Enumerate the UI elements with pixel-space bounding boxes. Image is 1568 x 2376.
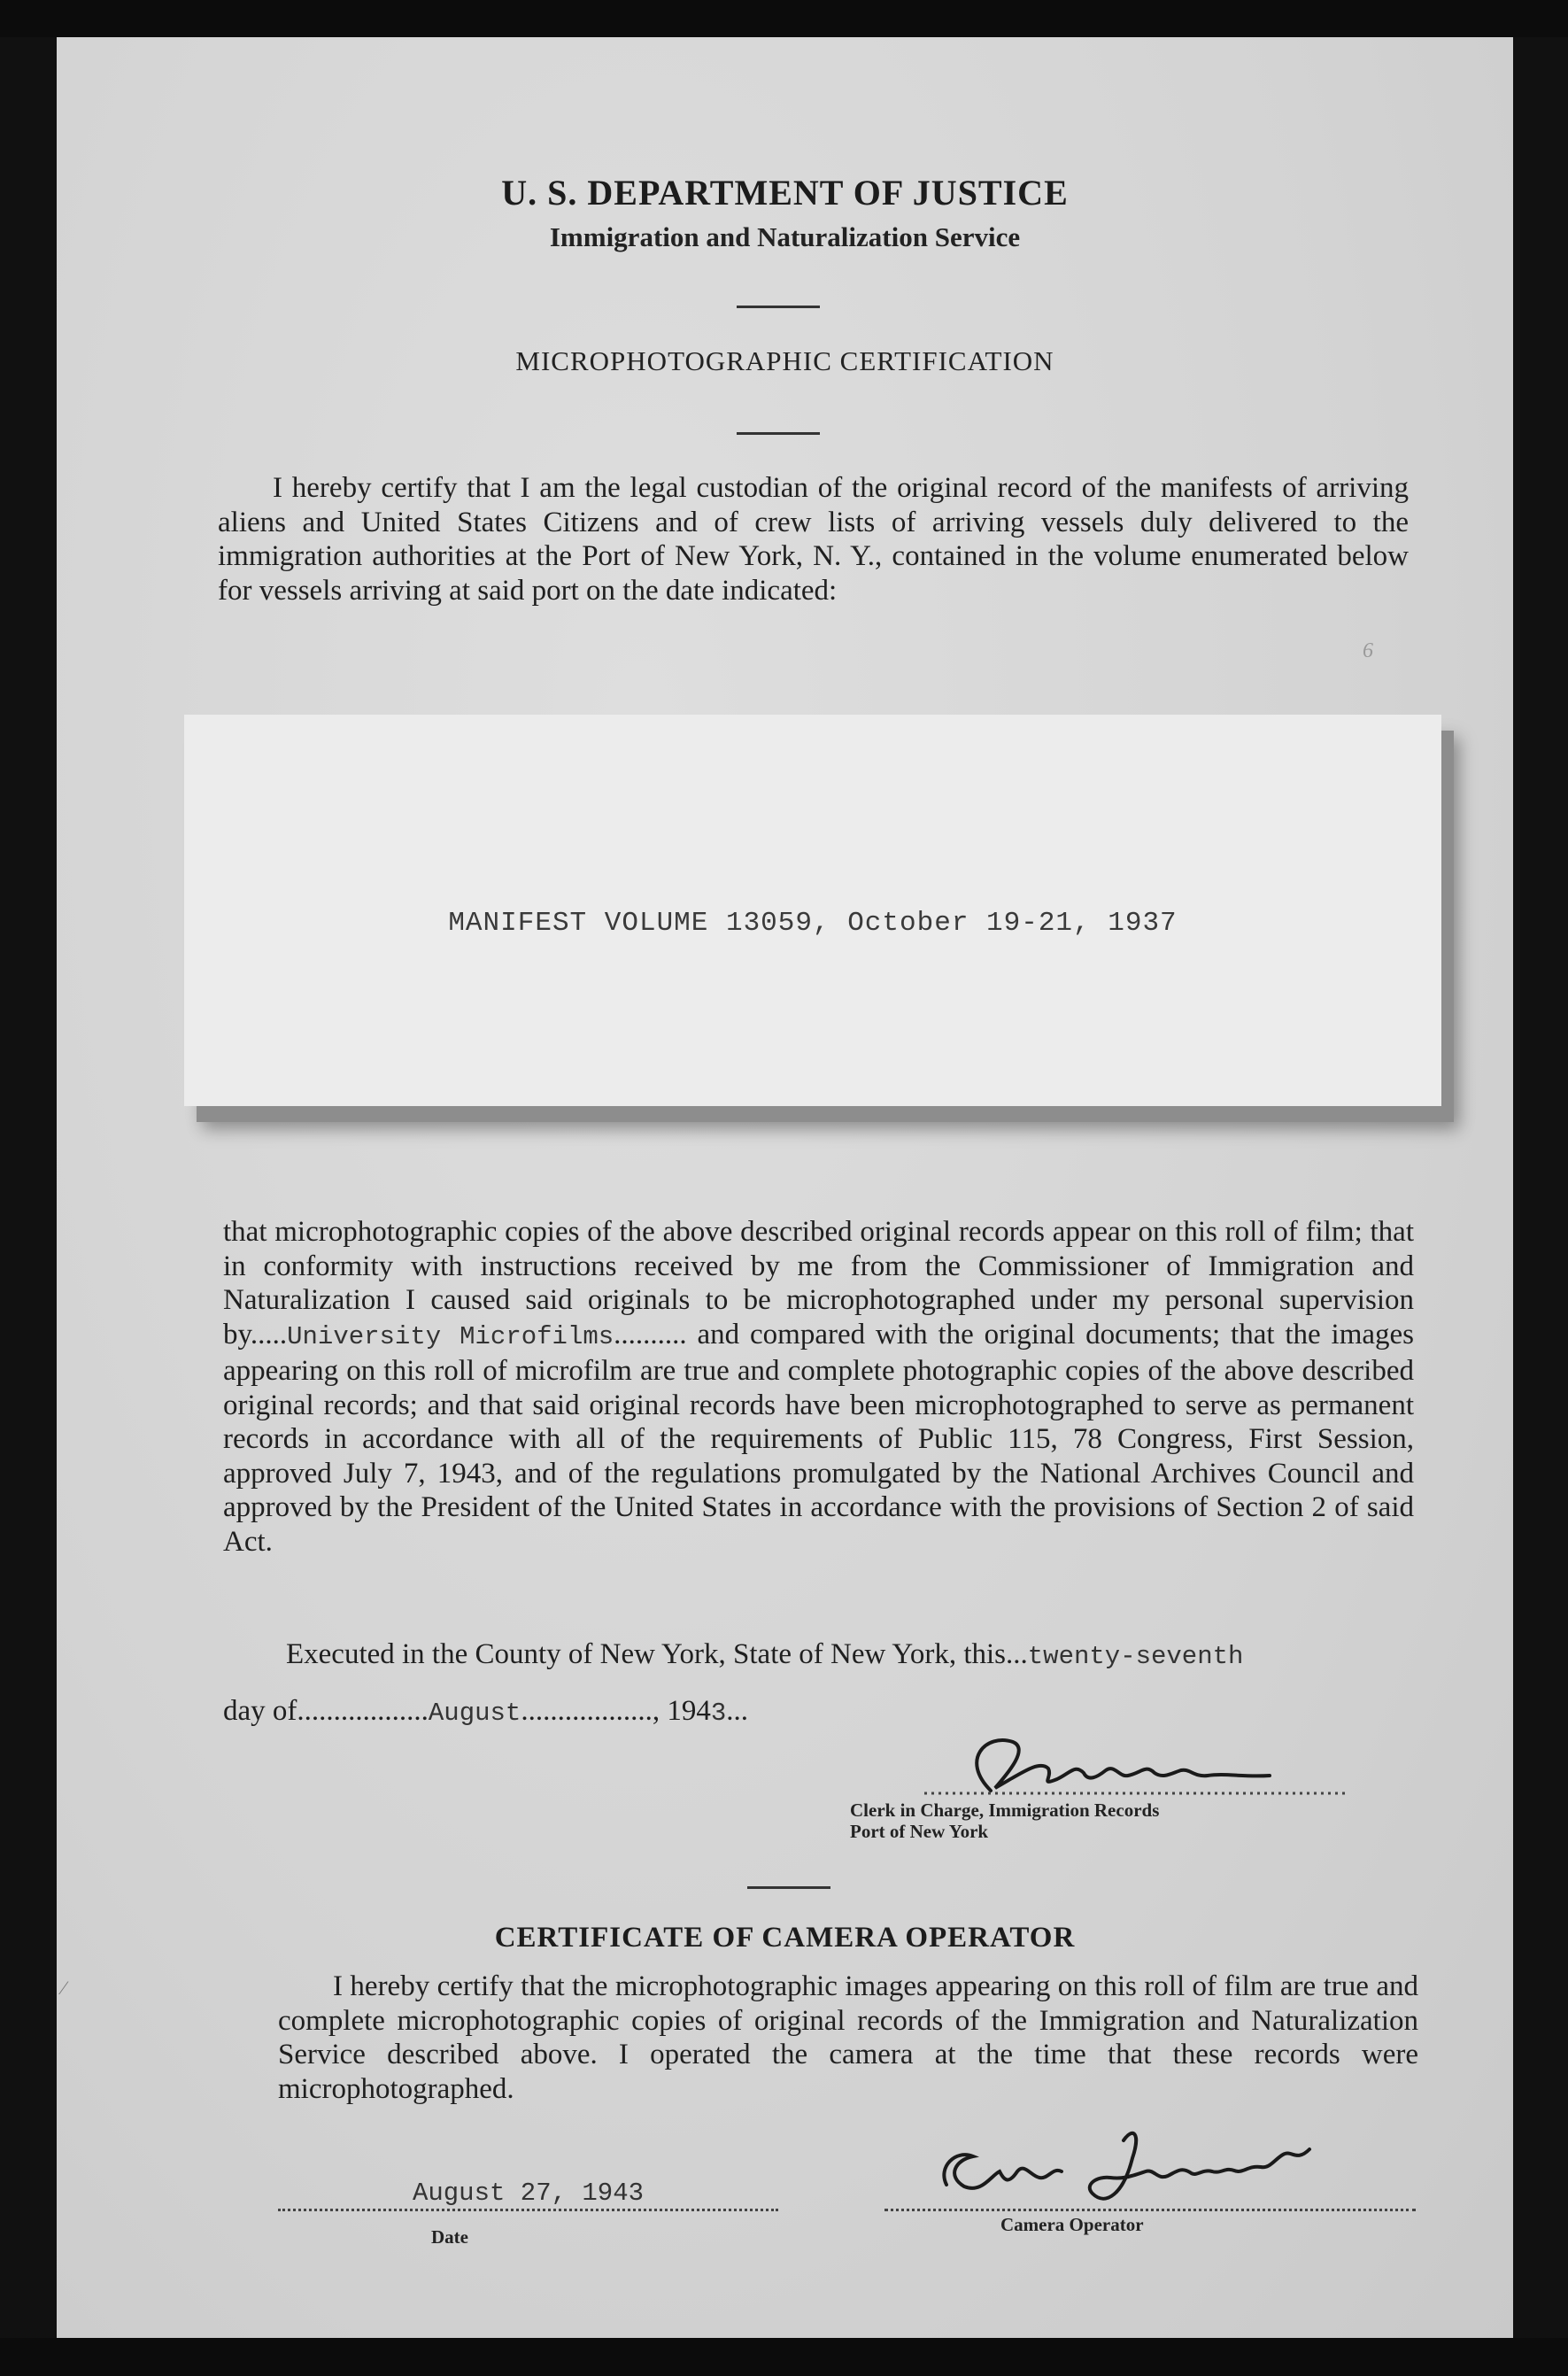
dotted-leader: .................. — [297, 1695, 429, 1727]
camera-certificate-title: CERTIFICATE OF CAMERA OPERATOR — [494, 1922, 1076, 1954]
intro-text: I hereby certify that I am the legal custodian of the original record of the manifests of arriving aliens and United States Citizens and of crew lists of arriving vessels duly delivered to the immigration authorities at the Port of New York, N. Y., contained in the volume enumerated below for vessels arriving at said port on the date indicated: — [218, 472, 1409, 607]
body-part-2: and compared with the original documents; that the images appearing on this roll of microfilm are true and complete photographic copies of the above described original records; and that said original records have been microphotographed to serve as permanent records in accordance with all of the requirements of Public 115, 78 Congress, First Session, approved July 7, 1943, and of the regulations promulgated by the National Archives Council and approved by the President of the United States in accordance with the provisions of Section 2 of said Act. — [223, 1318, 1415, 1558]
form-title: MICROPHOTOGRAPHIC CERTIFICATION — [515, 345, 1054, 376]
camera-certificate-text: I hereby certify that the microphotographic images appearing on this roll of film are true and complete microphotographic copies of original records of the Immigration and Naturalization Service described above. I operated the camera at the time that these records were microphotographed. — [278, 1970, 1418, 2105]
intro-paragraph — [218, 471, 1409, 608]
film-border-bottom — [0, 2338, 1568, 2376]
date-label: Date — [431, 2226, 468, 2248]
edge-mark: ⁄ — [62, 1977, 66, 1999]
day-of-label: day of — [223, 1695, 297, 1727]
certification-body — [223, 1215, 1414, 1559]
executed-line — [286, 1638, 1243, 1671]
day-ordinal: twenty-seventh — [1027, 1642, 1244, 1671]
operator-signature — [920, 2123, 1327, 2216]
executed-prefix: Executed in the County of New York, State of New York, this — [286, 1638, 1007, 1670]
clerk-title: Clerk in Charge, Immigration Records — [850, 1799, 1160, 1821]
dotted-leader: .................. — [521, 1695, 653, 1727]
certification-document — [57, 37, 1513, 2338]
dotted-leader: .......... — [614, 1318, 687, 1351]
section-divider — [747, 1886, 830, 1889]
day-of-line — [223, 1695, 748, 1728]
clerk-location: Port of New York — [850, 1821, 989, 1842]
date-field — [278, 2179, 778, 2217]
date-value: August 27, 1943 — [412, 2179, 645, 2208]
operator-signature-line — [884, 2209, 1416, 2211]
clerk-signature — [907, 1724, 1367, 1804]
heading-divider-1 — [737, 306, 820, 308]
year-prefix: , 194 — [652, 1695, 711, 1727]
camera-certificate-paragraph — [278, 1970, 1418, 2106]
manifest-volume-slip — [184, 715, 1441, 1106]
dotted-leader: ..... — [250, 1318, 288, 1351]
date-underline — [278, 2209, 778, 2211]
clerk-caption — [850, 1799, 1159, 1842]
dotted-leader: ... — [726, 1695, 748, 1727]
month-value: August — [428, 1699, 521, 1728]
manifest-volume-text: MANIFEST VOLUME 13059, October 19-21, 1937 — [448, 908, 1178, 939]
year-digit: 3 — [710, 1699, 727, 1728]
operator-label: Camera Operator — [1000, 2214, 1144, 2235]
service-heading: Immigration and Naturalization Service — [549, 221, 1021, 252]
dotted-leader: ... — [1006, 1638, 1028, 1670]
body-part-1: that microphotographic copies of the above described original records appear on this roll of film; that in conformity with instructions received by me from the Commissioner of Immigration and Naturalization I caused said originals to be microphotographed under my personal supervision by — [223, 1216, 1414, 1351]
film-border-top — [0, 0, 1568, 37]
heading-divider-2 — [737, 432, 820, 435]
department-heading: U. S. DEPARTMENT OF JUSTICE — [501, 173, 1069, 213]
margin-mark: 6 — [1363, 639, 1373, 662]
photographer-name: University Microfilms — [287, 1321, 614, 1351]
